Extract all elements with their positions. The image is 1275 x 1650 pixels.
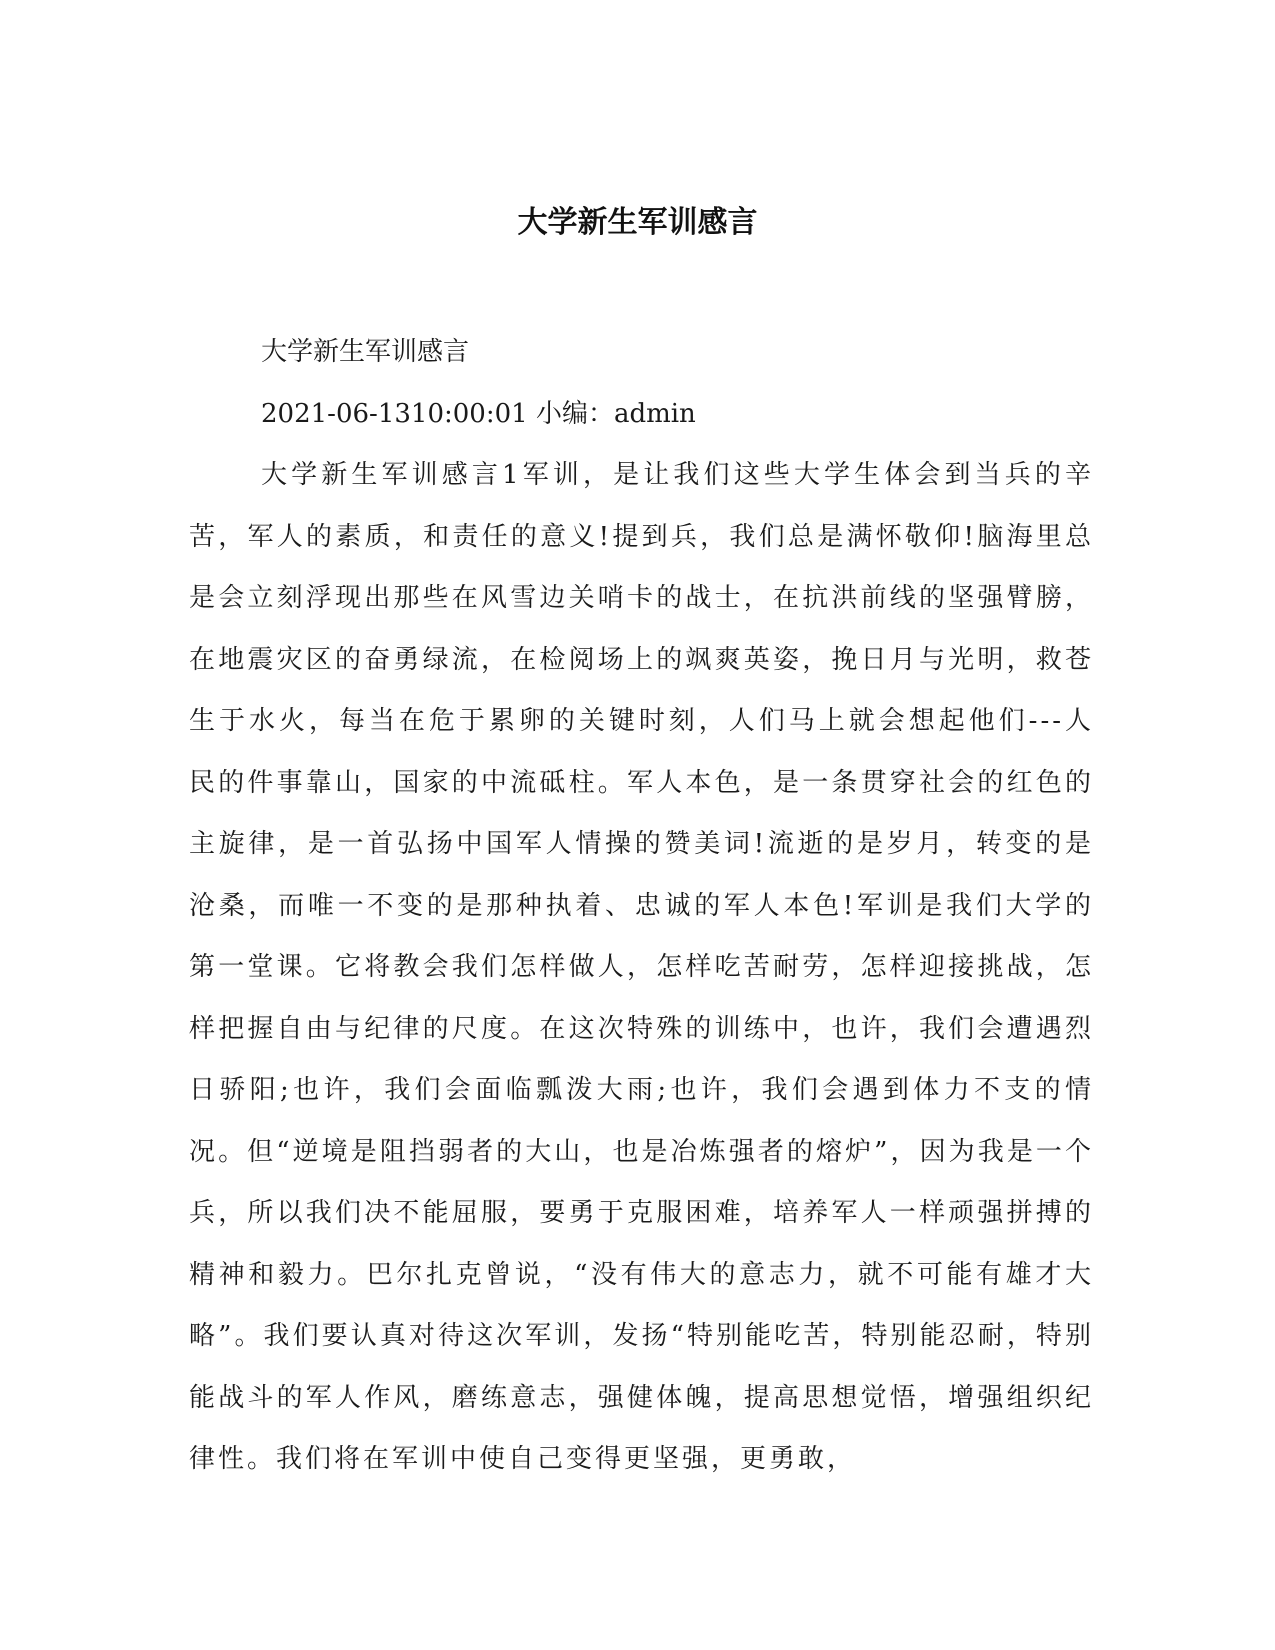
document-title: 大学新生军训感言 [517,205,758,240]
article-subtitle: 大学新生军训感言 [261,337,470,367]
article-meta: 2021-06-1310:00:01 小编：admin [261,398,696,429]
article-paragraph: 大学新生军训感言1军训，是让我们这些大学生体会到当兵的辛苦，军人的素质，和责任的意义!提到兵，我们总是满怀敬仰!脑海里总是会立刻浮现出那些在风雪边关哨卡的战士，在抗洪前线的坚强臂膀，在地震灾区的奋勇绿流，在检阅场上的飒爽英姿，挽日月与光明，救苍生于水火，每当在危于累卵的关键时刻，人们马上就会想起他们---人民的件事靠山，国家的中流砥柱。军人本色，是一条贯穿社会的红色的主旋律，是一首弘扬中国军人情操的赞美词!流逝的是岁月，转变的是沧桑，而唯一不变的是那种执着、忠诚的军人本色!军训是我们大学的第一堂课。它将教会我们怎样做人，怎样吃苦耐劳，怎样迎接挑战，怎样把握自由与纪律的尺度。在这次特殊的训练中，也许，我们会遭遇烈日骄阳;也许，我们会面临瓢泼大雨;也许，我们会遇到体力不支的情况。但“逆境是阻挡弱者的大山，也是冶炼强者的熔炉”，因为我是一个兵，所以我们决不能屈服，要勇于克服困难，培养军人一样顽强拼搏的精神和毅力。巴尔扎克曾说，“没有伟大的意志力，就不可能有雄才大略”。我们要认真对待这次军训，发扬“特别能吃苦，特别能忍耐，特别能战斗的军人作风，磨练意志，强健体魄，提高思想觉悟，增强组织纪律性。我们将在军训中使自己变得更坚强，更勇敢， [189,460,1094,1474]
document-body [189,322,1094,1491]
